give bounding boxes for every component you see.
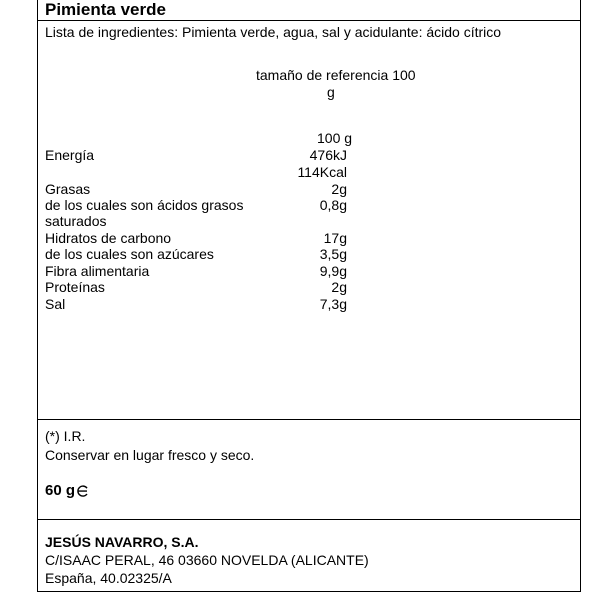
nutrition-value-salt: 7,3g: [319, 296, 347, 312]
net-weight-value: 60 g: [45, 482, 76, 499]
nutrition-value-energy-kj: 476kJ: [309, 147, 347, 163]
nutrition-column-header: 100 g: [317, 130, 353, 146]
reference-size-unit: g: [327, 84, 335, 100]
nutrition-label-protein: Proteínas: [45, 279, 105, 295]
nutrition-label-saturated-cont: saturados: [45, 213, 107, 229]
divider-manufacturer: [37, 519, 581, 520]
nutrition-label-carbohydrates: Hidratos de carbono: [45, 230, 172, 246]
estimated-e-icon: [76, 484, 88, 498]
footnote-reference-intake: (*) I.R.: [45, 428, 86, 444]
product-title: Pimienta verde: [45, 0, 166, 19]
net-weight: [45, 482, 88, 500]
nutrition-label-salt: Sal: [45, 296, 66, 312]
nutrition-value-saturated: 0,8g: [319, 197, 347, 213]
nutrition-label-saturated: de los cuales son ácidos grasos: [45, 197, 244, 213]
reference-size-label: tamaño de referencia 100: [256, 67, 416, 83]
nutrition-value-sugars: 3,5g: [319, 246, 347, 262]
nutrition-value-energy-kcal: 114Kcal: [297, 164, 347, 180]
manufacturer-name: JESÚS NAVARRO, S.A.: [45, 534, 199, 550]
ingredients-list: Lista de ingredientes: Pimienta verde, agua, sal y acidulante: ácido cítrico: [45, 24, 502, 40]
storage-instructions: Conservar en lugar fresco y seco.: [45, 447, 255, 463]
nutrition-label-fibre: Fibra alimentaria: [45, 263, 150, 279]
nutrition-value-protein: 2g: [331, 279, 347, 295]
nutrition-label-fat: Grasas: [45, 181, 91, 197]
nutrition-value-fat: 2g: [331, 181, 347, 197]
nutrition-label-sugars: de los cuales son azúcares: [45, 246, 214, 262]
nutrition-value-fibre: 9,9g: [319, 263, 347, 279]
nutrition-label-energy: Energía: [45, 147, 95, 163]
divider-footnote: [37, 419, 581, 420]
nutrition-value-carbohydrates: 17g: [323, 230, 347, 246]
manufacturer-registration: España, 40.02325/A: [45, 570, 172, 586]
manufacturer-address: C/ISAAC PERAL, 46 03660 NOVELDA (ALICANTE): [45, 552, 369, 568]
